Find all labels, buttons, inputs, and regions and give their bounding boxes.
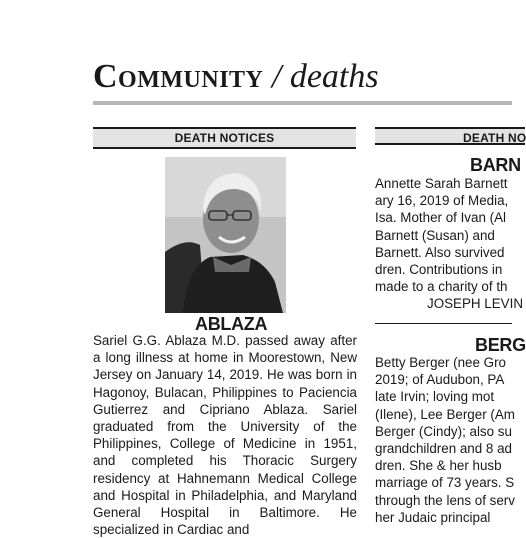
deceased-name-berger: BERG — [475, 335, 526, 355]
notice-separator — [375, 323, 512, 324]
text-line: late Irvin; loving mot — [375, 389, 495, 405]
deceased-name-barnett: BARN — [470, 155, 521, 175]
text-line: dren. Contributions in — [375, 261, 503, 277]
title-separator: / — [263, 58, 290, 95]
text-line: Isa. Mother of Ivan (Al — [375, 210, 506, 226]
text-line: 2019; of Audubon, PA — [375, 372, 505, 388]
text-line: made to a charity of th — [375, 279, 508, 295]
deceased-name-ablaza: ABLAZA — [195, 314, 268, 334]
text-line: her Judaic principal — [375, 509, 491, 525]
masthead — [93, 60, 379, 94]
text-line: dren. She & her husb — [375, 458, 502, 474]
section-title: Community — [93, 58, 264, 95]
subsection-title: deaths — [289, 58, 379, 95]
masthead-rule — [93, 101, 512, 105]
text-line: ary 16, 2019 of Media, — [375, 193, 509, 209]
text-line: grandchildren and 8 ad — [375, 440, 512, 456]
text-line: Annette Sarah Barnett — [375, 176, 508, 191]
text-line: Berger (Cindy); also su — [375, 423, 512, 439]
portrait-photo — [165, 157, 286, 313]
death-notices-header-right: DEATH NO — [375, 127, 525, 145]
text-line: marriage of 73 years. S — [375, 475, 515, 491]
text-line: Barnett. Also survived — [375, 244, 505, 260]
notice-text-berger — [375, 354, 515, 526]
text-line: Betty Berger (nee Gro — [375, 355, 506, 370]
text-line: through the lens of serv — [375, 492, 515, 508]
text-line: (Ilene), Lee Berger (Am — [375, 406, 515, 422]
text-line: Barnett (Susan) and — [375, 227, 495, 243]
funeral-home-signoff: JOSEPH LEVIN — [427, 296, 523, 312]
notice-text-barnett — [375, 175, 523, 313]
notice-text-ablaza: Sariel G.G. Ablaza M.D. passed away after a long illness at home in Moorestown, New Jersey on January 14, 2019. He was born in Hagonoy, Bulacan, Philippines to Paciencia Gutierrez and Cipriano Ablaza. Sariel graduated from the University of the Philippines, College of Medicine in 1951, and completed his Thoracic Surgery residency at Hahnemann Medical College and Hospital in Philadelphia, and Maryland General Hospital in Baltimore. He specialized in Cardiac and — [93, 333, 357, 538]
death-notices-header-left: DEATH NOTICES — [93, 127, 356, 149]
